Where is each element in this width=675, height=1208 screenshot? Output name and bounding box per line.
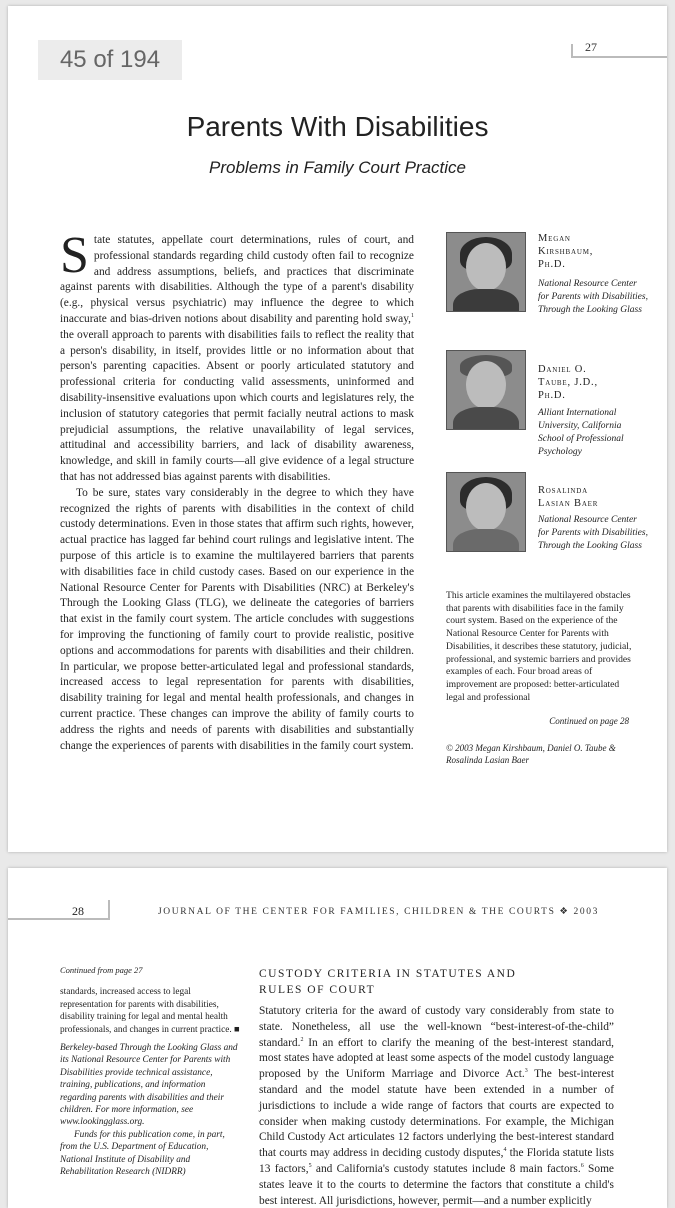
paragraph-text: the overall approach to parents with disabilities fails to reflect the reality that a person's disability, in itself, provides little or no information about that person's parenting capacities. Absent or poorly articulated statutory and professional criteria for conducting valid assessments, uninformed and disability-insensitive evaluations upon which courts and legislatures rely, the inclusion of statutory categories that permit facially neutral actions to mask prejudicial assumptions, the relative unavailability of legal services, attitudinal and accessibility barriers, and lack of disability awareness, knowledge, and skill in family courts—all give evidence of a legal structure that has not addressed bias against parents with disabilities. [60,328,414,483]
footnote-ref: 1 [411,313,414,320]
author-name: Rosalinda Lasian Baer [538,485,599,509]
article-body [259,1004,614,1208]
page-rule [108,900,110,920]
paragraph-text: tate statutes, appellate court determinations, rules of court, and professional standards regarding child custody often fail to recognize and address assumptions, beliefs, and practices that discriminate against parents with disabilities. Although the type of a parent's disability (e.g., physical versus psychiatric) may influence the degree to which inaccurate and bias-driven notions about disability and parenting hold sway, [60,234,414,325]
page-counter: 45 of 194 [38,40,182,80]
author-name: Megan Kirshbaum, Ph.D. [538,233,594,270]
continued-note: Continued from page 27 [60,965,143,975]
article-body [60,227,414,754]
page-rule [8,918,110,920]
sidebar-column [60,964,240,1179]
page-number: 28 [72,904,84,918]
photo-shape [466,361,506,409]
paragraph [60,227,414,486]
author-photo [446,350,526,430]
organization-note: Berkeley-based Through the Looking Glass and its National Resource Center for Parents with Disabilities provide technical assistance, training, publications, and information regarding parents with disabilities and their children. For more information, see www.lookingglass.org. [60,1043,238,1128]
paragraph: To be sure, states vary considerably in the degree to which they have recognized the rights of parents with disabilities in the context of child custody determinations. Even in those states that affirm such rights, however, actual practice has lagged far behind court rulings and legislative intent. The purpose of this article is to examine the multilayered barriers that parents with disabilities face in child custody cases. Based on our experience in the National Resource Center for Parents with Disabilities (NRC) at Berkeley's Through the Looking Glass (TLG), we delineate the categories of barriers that exist in the family court system. The article concludes with suggestions for improving the functioning of family court to provide realistic, positive options and accommodations for parents with disabilities and their children. In particular, we propose better-articulated legal and professional standards, increased access to legal representation for parents with disabilities, disability training for legal and mental health professionals, and changes in current practice. These changes can improve the ability of family courts to address the rights and needs of parents with disabilities and substantially change the experiences of parents with disabilities in the family court system. [60,486,414,752]
author-affiliation: National Resource Center for Parents with Disabilities, Through the Looking Glass [538,515,648,551]
author-affiliation: National Resource Center for Parents with Disabilities, Through the Looking Glass [538,279,648,315]
author-name: Daniel O. Taube, J.D., Ph.D. [538,364,598,401]
author-photo [446,472,526,552]
document-page-27 [8,6,667,852]
page-rule [571,56,667,58]
photo-shape [453,289,519,312]
author-photo [446,232,526,312]
drop-cap: S [60,227,89,284]
copyright: © 2003 Megan Kirshbaum, Daniel O. Taube & Rosalinda Lasian Baer [446,743,616,765]
article-title: Parents With Disabilities [186,111,489,142]
running-header: JOURNAL OF THE CENTER FOR FAMILIES, CHILDREN & THE COURTS ❖ 2003 [158,907,599,917]
page-number: 27 [585,40,597,54]
continued-note: Continued on page 28 [549,716,629,726]
abstract-continued: standards, increased access to legal representation for parents with disabilities, disability training for legal and mental health professionals, and changes in current practice. ■ [60,987,240,1035]
section-heading: CUSTODY CRITERIA IN STATUTES AND RULES OF COURT [259,968,517,996]
funding-note: Funds for this publication come, in part, from the U.S. Department of Education, National Institute of Disability and Rehabilitation Research (NIDRR) [60,1129,225,1178]
article-subtitle: Problems in Family Court Practice [209,158,466,177]
photo-shape [466,243,506,291]
document-page-28 [8,868,667,1208]
photo-shape [453,529,519,552]
photo-shape [466,483,506,531]
photo-shape [453,407,519,430]
abstract: This article examines the multilayered obstacles that parents with disabilities face in the family court system. Based on the experience of the National Resource Center for Parents with Disabilities, it describes these statutory, judicial, professional, and systemic barriers and provides examples of each. Four broad areas of improvement are proposed: better-articulated legal and professional [446,590,632,703]
author-affiliation: Alliant International University, California School of Professional Psychology [538,408,624,457]
paragraph: Statutory criteria for the award of custody vary considerably from state to state. Nonetheless, all use the well-known “best-interest-of-the-child” standard.$^2$ In an effort to clarify the meaning of the best-interest standard, most states have adopted at least some aspects of the model custody language proposed by the Uniform Marriage and Divorce Act.$^3$ The best-interest standard and the model statute have been extended in a number of jurisdictions to include a wide range of factors that courts are expected to consider when making custody determinations. For example, the Michigan Child Custody Act articulates 12 factors underlying the best-interest standard that courts may address in deciding custody disputes,$^4$ the Florida statute lists 13 factors,$^5$ and California's custody statutes include 8 main factors.$^6$ Some states leave it to the courts to determine the factors that constitute a child's best interest. All jurisdictions, however, permit—and a number explicitly [259,1005,614,1207]
